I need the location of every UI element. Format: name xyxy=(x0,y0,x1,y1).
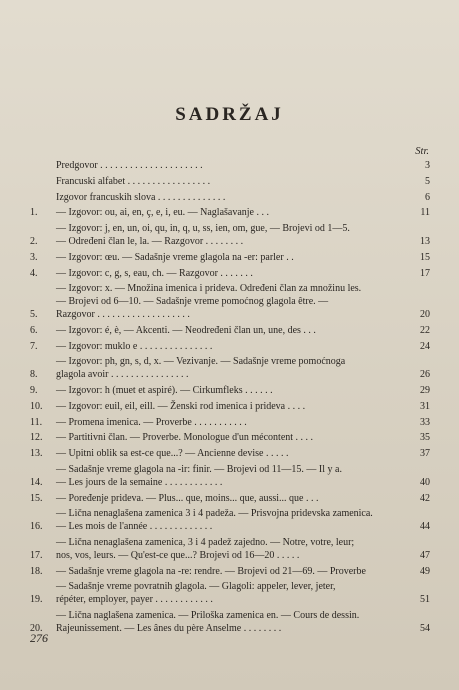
toc-entry xyxy=(30,207,430,220)
toc-entry-text xyxy=(56,432,398,445)
toc-entry-text xyxy=(56,508,398,534)
toc-entry-line: — Sadašnje vreme glagola na -re: rendre. — Brojevi od 21—69. — Proverbe xyxy=(56,565,366,577)
toc-entry xyxy=(30,493,430,506)
toc-entry-line: — Poređenje prideva. — Plus... que, moins... que, aussi... que . . . xyxy=(56,492,319,504)
toc-entry-line: — Izgovor: œu. — Sadašnje vreme glagola na -er: parler . . xyxy=(56,251,294,263)
toc-entry-text xyxy=(56,417,398,430)
toc-entry-text xyxy=(56,207,398,220)
toc-entry-text xyxy=(56,537,398,563)
toc-entry-text xyxy=(56,268,398,281)
toc-entry-text xyxy=(56,581,398,607)
toc-entry-page: 13 xyxy=(420,235,430,247)
toc-entry-line: — Izgovor: é, è, — Akcenti. — Neodređeni član un, une, des . . . xyxy=(56,324,316,336)
table-of-contents xyxy=(30,160,430,636)
toc-entry-line: — Lična nenaglašena zamenica 3 i 4 padeža. — Prisvojna pridevska zamenica. xyxy=(56,508,373,520)
toc-entry-text xyxy=(56,610,398,636)
toc-entry-number: 20. xyxy=(30,622,43,634)
toc-entry-number: 12. xyxy=(30,432,43,444)
toc-entry-line: — Sadašnje vreme povratnih glagola. — Glagoli: appeler, lever, jeter, xyxy=(56,581,336,593)
toc-entry-page: 29 xyxy=(420,384,430,396)
toc-entry xyxy=(30,464,430,490)
toc-entry-text xyxy=(56,493,398,506)
toc-entry xyxy=(30,192,430,205)
toc-entry xyxy=(30,432,430,445)
toc-entry-number: 10. xyxy=(30,400,43,412)
toc-entry xyxy=(30,537,430,563)
page-number: 276 xyxy=(30,631,48,645)
toc-entry-line: Rajeunissement. — Les ânes du père Anselme . . . . . . . . xyxy=(56,622,282,634)
toc-entry-line: répéter, employer, payer . . . . . . . . . . . . xyxy=(56,594,213,606)
toc-entry-text xyxy=(56,223,398,249)
toc-entry-number: 3. xyxy=(30,251,38,263)
toc-entry-text xyxy=(56,356,398,382)
toc-entry-page: 26 xyxy=(420,369,430,381)
toc-entry xyxy=(30,448,430,461)
toc-entry-number: 17. xyxy=(30,549,43,561)
toc-entry xyxy=(30,283,430,321)
toc-entry-number: 13. xyxy=(30,448,43,460)
toc-entry-page: 47 xyxy=(420,549,430,561)
toc-entry-page: 22 xyxy=(420,324,430,336)
toc-entry-text xyxy=(56,385,398,398)
toc-entry xyxy=(30,341,430,354)
toc-entry-page: 33 xyxy=(420,416,430,428)
toc-entry-text xyxy=(56,192,398,205)
toc-entry-text xyxy=(56,176,398,189)
toc-entry xyxy=(30,385,430,398)
toc-entry-text xyxy=(56,566,398,579)
toc-entry xyxy=(30,268,430,281)
toc-entry-number: 15. xyxy=(30,492,43,504)
toc-entry xyxy=(30,508,430,534)
toc-entry-line: Razgovor . . . . . . . . . . . . . . . . . . . xyxy=(56,308,190,320)
toc-entry-text xyxy=(56,283,398,321)
toc-entry-line: — Određeni član le, la. — Razgovor . . . . . . . . xyxy=(56,235,244,247)
toc-entry-number: 6. xyxy=(30,324,38,336)
toc-entry xyxy=(30,325,430,338)
toc-entry-line: — Izgovor: euil, eil, eill. — Ženski rod imenica i prideva . . . . xyxy=(56,400,306,412)
toc-entry-line: — Izgovor: h (muet et aspiré). — Cirkumfleks . . . . . . xyxy=(56,384,273,396)
toc-entry-text xyxy=(56,160,398,173)
toc-entry-number: 1. xyxy=(30,207,38,219)
toc-entry-number: 11. xyxy=(30,416,43,428)
toc-entry xyxy=(30,223,430,249)
toc-entry-number: 9. xyxy=(30,384,38,396)
toc-entry-page: 54 xyxy=(420,622,430,634)
toc-entry-page: 24 xyxy=(420,340,430,352)
toc-entry-line: — Sadašnje vreme glagola na -ir: finir. — Brojevi od 11—15. — Il y a. xyxy=(56,463,342,475)
toc-entry-page: 6 xyxy=(425,191,430,203)
toc-entry-page: 35 xyxy=(420,432,430,444)
toc-entry-page: 40 xyxy=(420,476,430,488)
toc-entry-line: — Izgovor: j, en, un, oi, qu, in, q, u, ss, ien, om, gue, — Brojevi od 1—5. xyxy=(56,223,350,235)
toc-entry-number: 8. xyxy=(30,369,38,381)
toc-entry xyxy=(30,581,430,607)
toc-entry xyxy=(30,160,430,173)
toc-entry-number: 5. xyxy=(30,308,38,320)
toc-entry-line: Francuski alfabet . . . . . . . . . . . . . . . . . xyxy=(56,175,211,187)
toc-entry-line: nos, vos, leurs. — Qu'est-ce que...? Brojevi od 16—20 . . . . . xyxy=(56,549,300,561)
toc-entry xyxy=(30,566,430,579)
toc-entry-line: — Izgovor: x. — Množina imenica i prideva. Određeni član za množinu les. xyxy=(56,283,362,295)
toc-entry xyxy=(30,610,430,636)
toc-entry-text xyxy=(56,464,398,490)
toc-entry-number: 14. xyxy=(30,476,43,488)
toc-entry-text xyxy=(56,341,398,354)
toc-entry-page: 31 xyxy=(420,400,430,412)
toc-entry-page: 49 xyxy=(420,565,430,577)
toc-entry-line: — Les mois de l'année . . . . . . . . . . . . . xyxy=(56,521,213,533)
toc-entry xyxy=(30,356,430,382)
toc-entry-text xyxy=(56,448,398,461)
toc-entry-text xyxy=(56,401,398,414)
toc-entry-page: 42 xyxy=(420,492,430,504)
toc-entry-page: 20 xyxy=(420,308,430,320)
page-title: SADRŽAJ xyxy=(175,104,284,125)
toc-entry-text xyxy=(56,325,398,338)
toc-entry-line: — Izgovor: ph, gn, s, d, x. — Vezivanje. — Sadašnje vreme pomoćnoga xyxy=(56,356,346,368)
toc-entry-number: 4. xyxy=(30,267,38,279)
toc-entry-number: 7. xyxy=(30,340,38,352)
toc-entry-page: 3 xyxy=(425,160,430,171)
toc-entry-number: 19. xyxy=(30,594,43,606)
toc-entry-page: 37 xyxy=(420,448,430,460)
toc-entry-line: — Lična naglašena zamenica. — Priloška zamenica en. — Cours de dessin. xyxy=(56,609,360,621)
toc-entry-number: 18. xyxy=(30,565,43,577)
toc-entry-page: 17 xyxy=(420,267,430,279)
toc-entry xyxy=(30,252,430,265)
toc-entry-line: — Promena imenica. — Proverbe . . . . . . . . . . . xyxy=(56,416,247,428)
toc-entry-line: Izgovor francuskih slova . . . . . . . . . . . . . . xyxy=(56,191,226,203)
toc-entry xyxy=(30,417,430,430)
toc-entry-line: — Les jours de la semaine . . . . . . . . . . . . xyxy=(56,476,223,488)
toc-entry-line: — Partitivni član. — Proverbe. Monologue d'un mécontent . . . . xyxy=(56,432,314,444)
page-column-label: Str. xyxy=(415,146,429,157)
toc-entry-line: — Upitni oblik sa est-ce que...? — Ancienne devise . . . . . xyxy=(56,448,289,460)
toc-entry-line: — Izgovor: ou, ai, en, ç, e, i, eu. — Naglašavanje . . . xyxy=(56,207,269,219)
toc-entry-page: 5 xyxy=(425,175,430,187)
toc-entry-text xyxy=(56,252,398,265)
toc-entry-page: 44 xyxy=(420,521,430,533)
toc-entry-line: — Izgovor: c, g, s, eau, ch. — Razgovor . . . . . . . xyxy=(56,267,253,279)
toc-entry-number: 2. xyxy=(30,235,38,247)
toc-entry-page: 11 xyxy=(420,207,430,219)
toc-entry-line: — Izgovor: muklo e . . . . . . . . . . . . . . . xyxy=(56,340,213,352)
toc-entry xyxy=(30,176,430,189)
toc-entry-page: 15 xyxy=(420,251,430,263)
toc-entry-line: — Lična nenaglašena zamenica, 3 i 4 padež zajedno. — Notre, votre, leur; xyxy=(56,536,355,548)
toc-entry xyxy=(30,401,430,414)
toc-entry-page: 51 xyxy=(420,594,430,606)
toc-entry-line: Predgovor . . . . . . . . . . . . . . . . . . . . . xyxy=(56,160,203,171)
toc-entry-number: 16. xyxy=(30,521,43,533)
toc-entry-line: glagola avoir . . . . . . . . . . . . . . . . xyxy=(56,369,189,381)
toc-entry-line: — Brojevi od 6—10. — Sadašnje vreme pomoćnog glagola être. — xyxy=(56,296,329,308)
